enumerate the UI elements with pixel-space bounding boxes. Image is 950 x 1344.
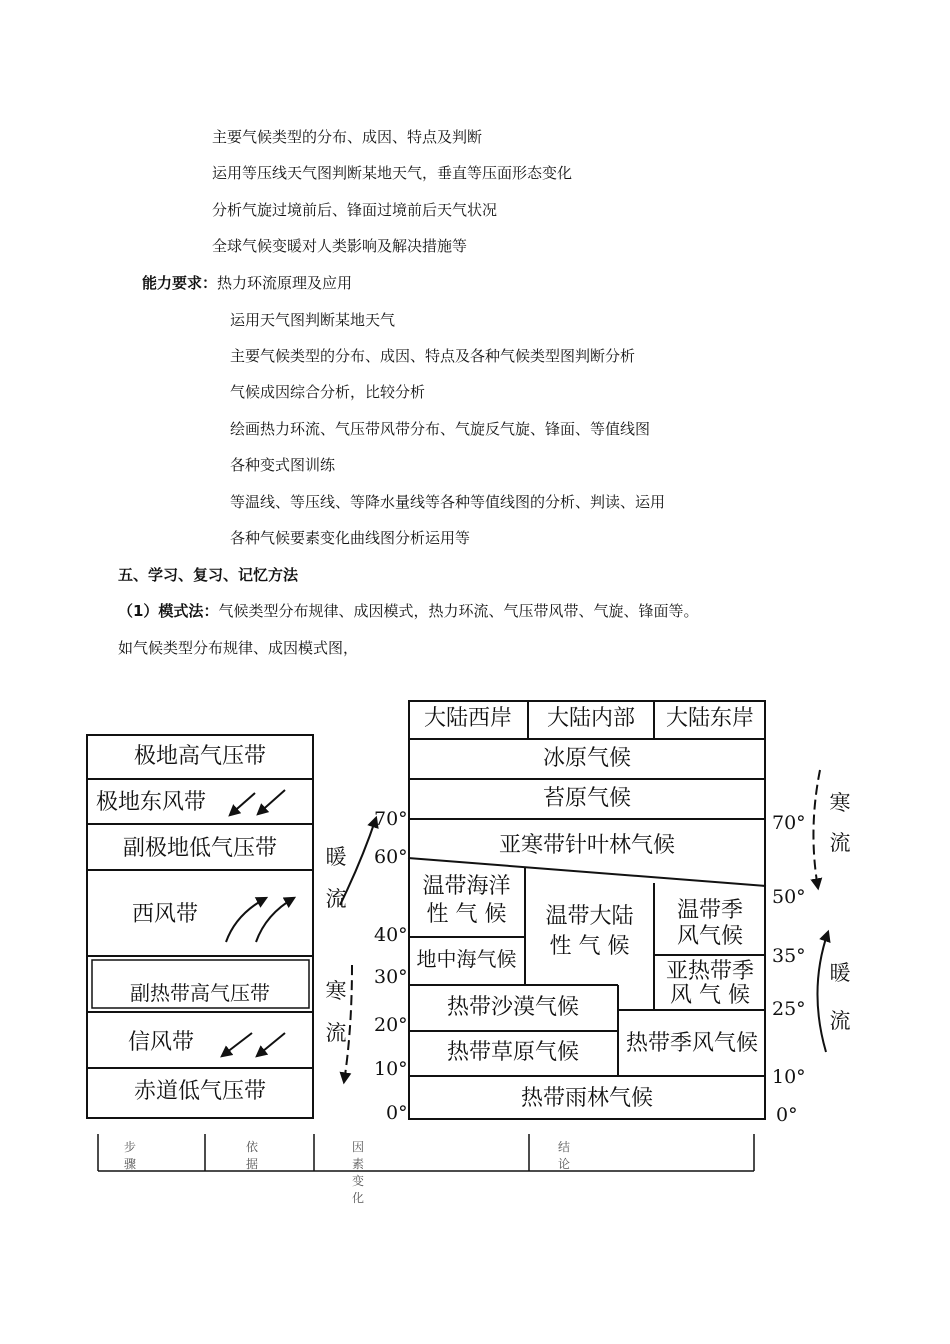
climate-tropical-desert: 热带沙漠气候 <box>446 995 579 1020</box>
mid-warm-char-2: 流 <box>325 887 347 911</box>
method-2-line: 如气候类型分布规律、成因模式图， <box>118 639 359 657</box>
belt-polar-high: 极地高气压带 <box>133 744 266 769</box>
ability-item-8: 各种气候要素变化曲线图分析运用等 <box>230 529 471 547</box>
lat-right-35: 35° <box>772 945 806 967</box>
right-warm-char-1: 暖 <box>829 961 851 985</box>
ability-item-3: 主要气候类型的分布、成因、特点及各种气候类型图判断分析 <box>230 347 636 365</box>
belt-subtropical-high: 副热带高气压带 <box>130 981 270 1005</box>
belt-polar-easterlies: 极地东风带 <box>96 790 207 815</box>
ability-item-7: 等温线、等压线、等降水量线等各种等值线图的分析、判读、运用 <box>230 493 666 511</box>
climate-tropical-rainforest: 热带雨林气候 <box>520 1086 653 1111</box>
belt-subpolar-low: 副极地低气压带 <box>122 836 277 861</box>
lat-left-0: 0° <box>386 1102 408 1124</box>
climate-tundra: 苔原气候 <box>542 786 631 811</box>
under-table-factor: 因素变化 <box>352 1140 365 1205</box>
lat-right-25: 25° <box>772 998 806 1020</box>
climate-subtropical-monsoon-line-1: 亚热带季 <box>665 959 754 984</box>
belt-trade-winds: 信风带 <box>128 1030 195 1055</box>
climate-ice-cap: 冰原气候 <box>542 746 631 771</box>
header-interior: 大陆内部 <box>546 706 635 731</box>
lat-left-10: 10° <box>374 1058 408 1080</box>
lat-left-30: 30° <box>374 966 408 988</box>
lat-right-0: 0° <box>776 1104 798 1126</box>
ability-item-1: 热力环流原理及应用 <box>217 274 353 292</box>
ability-item-5: 绘画热力环流、气压带风带分布、气旋反气旋、锋面、等值线图 <box>230 420 651 438</box>
climate-tropical-monsoon: 热带季风气候 <box>625 1031 758 1056</box>
mid-cold-char-2: 流 <box>325 1021 347 1045</box>
climate-continental-line-2: 性 气 候 <box>549 934 630 959</box>
topic-line-3: 分析气旋过境前后、锋面过境前后天气状况 <box>212 201 498 219</box>
belt-equatorial-low: 赤道低气压带 <box>133 1079 266 1104</box>
header-east-coast: 大陆东岸 <box>665 706 754 731</box>
lat-left-60: 60° <box>374 846 408 868</box>
climate-subtropical-monsoon-line-2: 风 气 候 <box>670 983 750 1008</box>
topic-line-1: 主要气候类型的分布、成因、特点及判断 <box>212 128 483 146</box>
climate-maritime-line-2: 性 气 候 <box>426 902 507 927</box>
climate-continental-line-1: 温带大陆 <box>545 904 634 929</box>
climate-mediterranean: 地中海气候 <box>416 947 517 971</box>
lat-left-20: 20° <box>374 1014 408 1036</box>
ability-item-4: 气候成因综合分析，比较分析 <box>230 383 426 401</box>
lat-right-10: 10° <box>772 1066 806 1088</box>
right-cold-char-1: 寒 <box>829 791 851 815</box>
under-table-conclusion: 结论 <box>558 1140 571 1171</box>
mid-cold-char-1: 寒 <box>325 979 347 1003</box>
climate-temperate-monsoon-line-2: 风气候 <box>676 924 743 949</box>
method-1-text: 气候类型分布规律、成因模式，热力环流、气压带风带、气旋、锋面等。 <box>218 602 699 620</box>
mid-warm-char-1: 暖 <box>325 845 347 869</box>
climate-tropical-savanna: 热带草原气候 <box>446 1040 579 1065</box>
lat-right-50: 50° <box>772 886 806 908</box>
under-table-basis: 依据 <box>246 1140 259 1171</box>
ability-item-6: 各种变式图训练 <box>230 456 336 474</box>
topic-line-2: 运用等压线天气图判断某地天气，垂直等压面形态变化 <box>212 164 573 182</box>
climate-subarctic: 亚寒带针叶林气候 <box>498 833 675 858</box>
under-table-step: 步骤 <box>124 1140 137 1171</box>
climate-maritime-line-1: 温带海洋 <box>422 874 511 899</box>
ability-label: 能力要求： <box>142 274 218 292</box>
lat-left-70: 70° <box>374 808 408 830</box>
method-1-label: （1）模式法： <box>118 602 219 620</box>
header-west-coast: 大陆西岸 <box>423 706 512 731</box>
lat-left-40: 40° <box>374 924 408 946</box>
belt-westerlies: 西风带 <box>132 902 199 927</box>
topic-line-4: 全球气候变暖对人类影响及解决措施等 <box>212 237 468 255</box>
climate-temperate-monsoon-line-1: 温带季 <box>676 898 743 923</box>
right-warm-char-2: 流 <box>829 1009 851 1033</box>
right-cold-char-2: 流 <box>829 831 851 855</box>
ability-item-2: 运用天气图判断某地天气 <box>230 311 396 329</box>
section-heading-5: 五、学习、复习、记忆方法 <box>118 566 299 584</box>
lat-right-70: 70° <box>772 812 806 834</box>
